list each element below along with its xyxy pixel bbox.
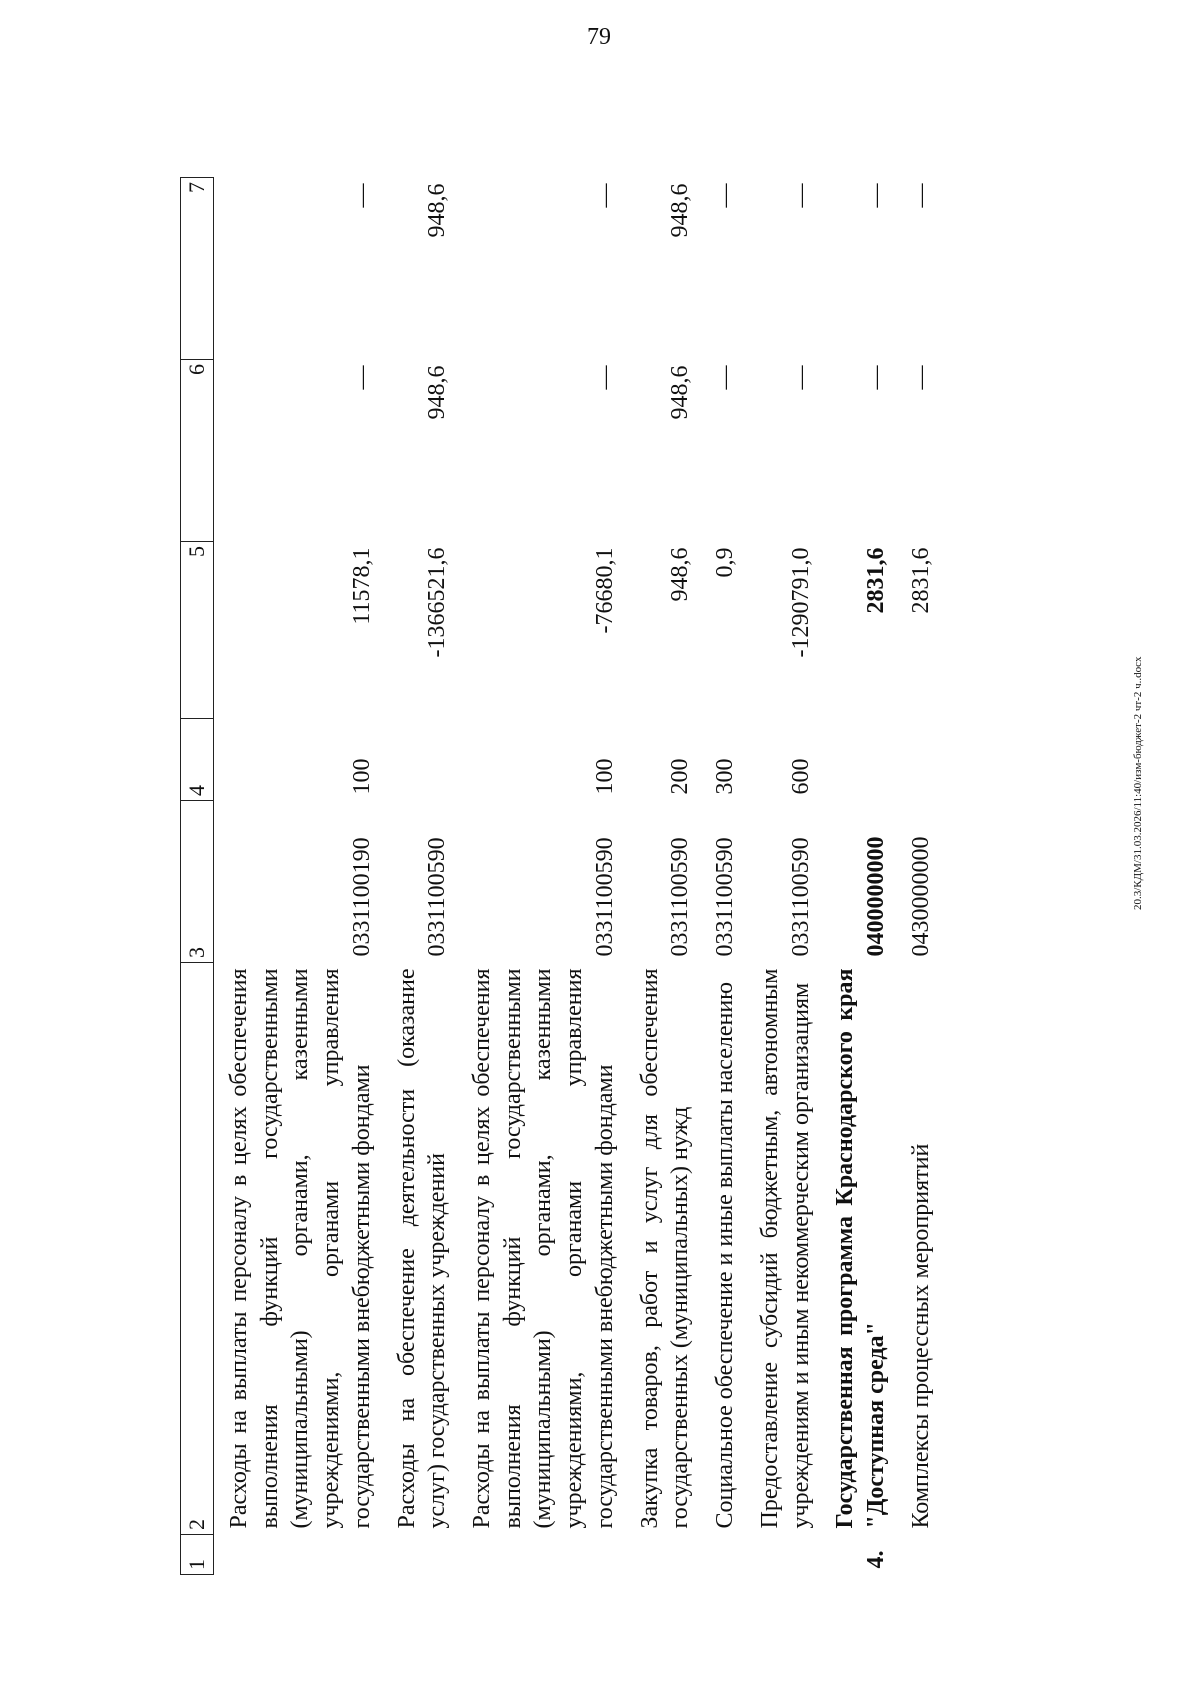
row-value-6: — — [591, 365, 618, 390]
row-value-6: 948,6 — [667, 365, 694, 420]
row-code: 0331100590 — [424, 837, 451, 957]
table-row — [745, 178, 820, 1575]
row-value-6: — — [712, 365, 739, 390]
row-type: 300 — [712, 758, 739, 795]
row-value-5: 11578,1 — [348, 547, 375, 625]
row-code: 0331100590 — [787, 837, 814, 957]
row-value-5: 2831,6 — [907, 547, 934, 614]
row-type: 100 — [591, 758, 618, 795]
header-col-5: 5 — [181, 542, 214, 719]
row-value-5: 2831,6 — [862, 547, 889, 614]
row-number — [745, 1535, 820, 1575]
header-col-7: 7 — [181, 178, 214, 360]
row-value-6: 948,6 — [424, 365, 451, 420]
row-value-5: 0,9 — [712, 547, 739, 578]
row-type: 100 — [348, 758, 375, 795]
row-code: 0331100590 — [667, 837, 694, 957]
row-value-5: -76680,1 — [591, 547, 618, 634]
row-type — [382, 719, 457, 801]
table-row — [896, 178, 941, 1575]
row-code: 0331100590 — [712, 837, 739, 957]
row-value-7: — — [862, 183, 889, 208]
row-name: Расходы на обеспечение деятельности (оказание услуг) государственных учреждений — [393, 968, 451, 1529]
document-code: 20.3/КДМ/31.03.2026/11:40/изм-бюджет-2 чт-2 ч..docx — [1132, 656, 1144, 910]
row-value-7: — — [787, 183, 814, 208]
rotated-table-container — [180, 75, 1130, 1575]
row-value-6: — — [907, 365, 934, 390]
row-name: Комплексы процессных мероприятий — [907, 1143, 934, 1529]
row-type: 200 — [667, 758, 694, 795]
row-code: 0430000000 — [907, 836, 934, 957]
table-row — [700, 178, 745, 1575]
row-number — [896, 1535, 941, 1575]
row-value-7: — — [591, 183, 618, 208]
row-code: 0400000000 — [862, 836, 889, 957]
header-col-3: 3 — [181, 801, 214, 963]
header-col-4: 4 — [181, 719, 214, 801]
row-code: 0331100590 — [591, 837, 618, 957]
header-col-6: 6 — [181, 360, 214, 542]
budget-table — [180, 177, 940, 1575]
table-row — [382, 178, 457, 1575]
row-name: Предоставление субсидий бюджетным, автономным учреждениям и иным некоммерческим организациям — [756, 968, 814, 1529]
row-value-6: — — [862, 365, 889, 390]
row-number: 4. — [862, 1550, 889, 1569]
table-row — [625, 178, 700, 1575]
row-name: Расходы на выплаты персоналу в целях обеспечения выполнения функций государственными (муниципальными) органами, казенными учреждениями, органами управления государственными внебюджетными фондами — [469, 968, 618, 1529]
header-col-2: 2 — [181, 963, 214, 1535]
row-value-7: — — [348, 183, 375, 208]
row-value-5: -1366521,6 — [424, 547, 451, 658]
row-type — [820, 719, 895, 801]
row-name: Закупка товаров, работ и услуг для обеспечения государственных (муниципальных) нужд — [636, 968, 694, 1529]
table-row — [820, 178, 895, 1575]
page-number: 79 — [587, 24, 611, 50]
row-number — [700, 1535, 745, 1575]
row-number — [625, 1535, 700, 1575]
row-value-5: -1290791,0 — [787, 547, 814, 658]
row-name: Государственная программа Краснодарского края "Доступная среда" — [832, 968, 889, 1529]
row-value-7: — — [712, 183, 739, 208]
row-value-7: 948,6 — [424, 183, 451, 238]
row-number — [214, 1535, 382, 1575]
header-col-1: 1 — [181, 1535, 214, 1575]
row-type — [896, 719, 941, 801]
table-row — [457, 178, 625, 1575]
row-value-5: 948,6 — [667, 547, 694, 602]
row-code: 0331100190 — [348, 837, 375, 957]
row-number — [457, 1535, 625, 1575]
row-type: 600 — [787, 758, 814, 795]
row-name: Расходы на выплаты персоналу в целях обеспечения выполнения функций государственными (муниципальными) органами, казенными учреждениями, органами управления государственными внебюджетными фондами — [226, 968, 375, 1529]
table-header-row — [181, 178, 214, 1575]
row-value-6: — — [348, 365, 375, 390]
row-number — [382, 1535, 457, 1575]
row-value-7: 948,6 — [667, 183, 694, 238]
table-row — [214, 178, 382, 1575]
row-value-7: — — [907, 183, 934, 208]
table-body — [214, 178, 941, 1575]
row-value-6: — — [787, 365, 814, 390]
row-name: Социальное обеспечение и иные выплаты населению — [712, 981, 739, 1529]
